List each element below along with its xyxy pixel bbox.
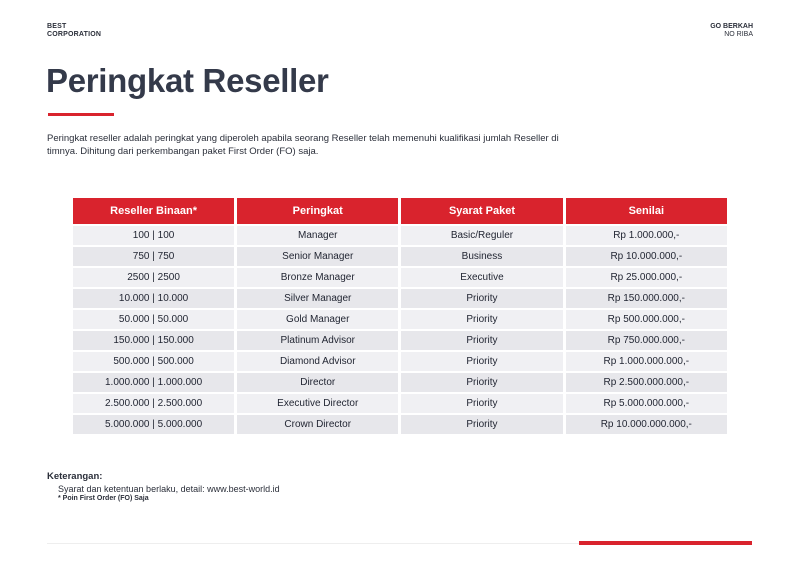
cell-peringkat: Platinum Advisor bbox=[237, 331, 398, 350]
cell-senilai: Rp 1.000.000,- bbox=[566, 226, 727, 245]
brand-logo-left bbox=[47, 23, 101, 39]
cell-senilai: Rp 750.000.000,- bbox=[566, 331, 727, 350]
cell-reseller-binaan: 2500 | 2500 bbox=[73, 268, 234, 287]
table-row bbox=[73, 352, 727, 371]
cell-peringkat: Gold Manager bbox=[237, 310, 398, 329]
table-row bbox=[73, 226, 727, 245]
cell-syarat-paket: Priority bbox=[401, 373, 562, 392]
cell-peringkat: Senior Manager bbox=[237, 247, 398, 266]
cell-syarat-paket: Priority bbox=[401, 289, 562, 308]
cell-senilai: Rp 10.000.000.000,- bbox=[566, 415, 727, 434]
cell-peringkat: Bronze Manager bbox=[237, 268, 398, 287]
cell-senilai: Rp 1.000.000.000,- bbox=[566, 352, 727, 371]
table-row bbox=[73, 289, 727, 308]
cell-senilai: Rp 500.000.000,- bbox=[566, 310, 727, 329]
cell-reseller-binaan: 150.000 | 150.000 bbox=[73, 331, 234, 350]
cell-peringkat: Executive Director bbox=[237, 394, 398, 413]
table-row bbox=[73, 310, 727, 329]
cell-senilai: Rp 25.000.000,- bbox=[566, 268, 727, 287]
cell-peringkat: Manager bbox=[237, 226, 398, 245]
cell-reseller-binaan: 2.500.000 | 2.500.000 bbox=[73, 394, 234, 413]
cell-peringkat: Silver Manager bbox=[237, 289, 398, 308]
table-row bbox=[73, 247, 727, 266]
cell-peringkat: Director bbox=[237, 373, 398, 392]
rank-table bbox=[70, 196, 730, 436]
table-row bbox=[73, 415, 727, 434]
notes-terms-line: Syarat dan ketentuan berlaku, detail: www.best-world.id bbox=[58, 484, 280, 494]
cell-senilai: Rp 2.500.000.000,- bbox=[566, 373, 727, 392]
cell-reseller-binaan: 100 | 100 bbox=[73, 226, 234, 245]
cell-reseller-binaan: 5.000.000 | 5.000.000 bbox=[73, 415, 234, 434]
table-row bbox=[73, 394, 727, 413]
cell-syarat-paket: Priority bbox=[401, 415, 562, 434]
brand-left-line1: BEST bbox=[47, 23, 67, 30]
cell-syarat-paket: Business bbox=[401, 247, 562, 266]
header-syarat-paket: Syarat Paket bbox=[401, 198, 562, 224]
notes-section bbox=[47, 471, 280, 502]
table-header-row bbox=[73, 198, 727, 224]
brand-left-line2: CORPORATION bbox=[47, 31, 102, 38]
cell-reseller-binaan: 500.000 | 500.000 bbox=[73, 352, 234, 371]
page-title: Peringkat Reseller bbox=[46, 62, 329, 99]
cell-senilai: Rp 5.000.000.000,- bbox=[566, 394, 727, 413]
cell-syarat-paket: Priority bbox=[401, 310, 562, 329]
brand-right-line1: GO BERKAH bbox=[710, 23, 753, 30]
footer-accent-bar bbox=[579, 541, 752, 545]
notes-footnote: * Poin First Order (FO) Saja bbox=[58, 495, 149, 502]
cell-syarat-paket: Priority bbox=[401, 331, 562, 350]
cell-reseller-binaan: 1.000.000 | 1.000.000 bbox=[73, 373, 234, 392]
intro-paragraph: Peringkat reseller adalah peringkat yang diperoleh apabila seorang Reseller telah memenuhi kualifikasi jumlah Reseller di timnya. Dihitung dari perkembangan paket First Order (FO) saja. bbox=[47, 133, 559, 157]
cell-reseller-binaan: 50.000 | 50.000 bbox=[73, 310, 234, 329]
cell-peringkat: Diamond Advisor bbox=[237, 352, 398, 371]
cell-peringkat: Crown Director bbox=[237, 415, 398, 434]
cell-senilai: Rp 150.000.000,- bbox=[566, 289, 727, 308]
header-senilai: Senilai bbox=[566, 198, 727, 224]
notes-heading: Keterangan: bbox=[47, 471, 103, 482]
cell-syarat-paket: Basic/Reguler bbox=[401, 226, 562, 245]
brand-tagline-right bbox=[710, 23, 753, 39]
table-row bbox=[73, 373, 727, 392]
cell-syarat-paket: Priority bbox=[401, 352, 562, 371]
brand-right-line2: NO RIBA bbox=[724, 31, 753, 38]
table-row bbox=[73, 268, 727, 287]
cell-senilai: Rp 10.000.000,- bbox=[566, 247, 727, 266]
table-row bbox=[73, 331, 727, 350]
header-peringkat: Peringkat bbox=[237, 198, 398, 224]
title-underline bbox=[48, 113, 114, 116]
cell-reseller-binaan: 750 | 750 bbox=[73, 247, 234, 266]
cell-reseller-binaan: 10.000 | 10.000 bbox=[73, 289, 234, 308]
header-reseller-binaan: Reseller Binaan* bbox=[73, 198, 234, 224]
cell-syarat-paket: Priority bbox=[401, 394, 562, 413]
cell-syarat-paket: Executive bbox=[401, 268, 562, 287]
